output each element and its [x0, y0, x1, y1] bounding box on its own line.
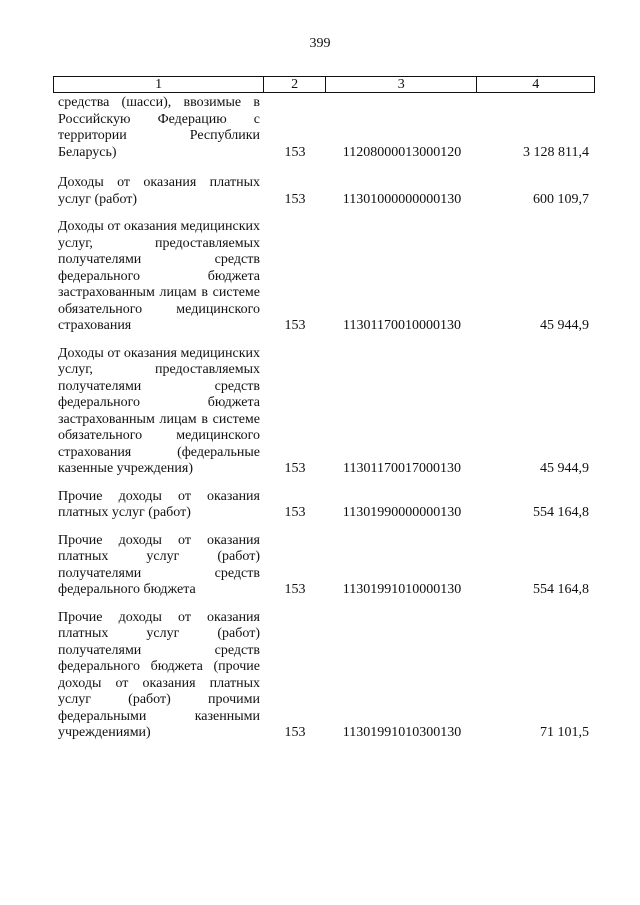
row-budget-code: 11301990000000130 [342, 505, 462, 520]
page-number: 399 [309, 36, 331, 51]
header-cell-3: 3 [326, 77, 477, 92]
row-admin-code: 153 [284, 461, 306, 476]
table-header-row [53, 76, 595, 93]
row-description: Доходы от оказания медицинских услуг, предоставляемых получателями средств федерального бюджета застрахованным лицам в системе обязательного медицинского страхования (федеральные казенные учреждения) [58, 345, 260, 476]
table-body [53, 95, 595, 753]
row-admin-code: 153 [284, 725, 306, 740]
row-description: Прочие доходы от оказания платных услуг (работ) получателями средств федерального бюджета (прочие доходы от оказания платных услуг (работ) прочими федеральными казенными учреждениями) [58, 609, 260, 740]
header-cell-2: 2 [264, 77, 326, 92]
row-budget-code: 11301170010000130 [343, 318, 461, 333]
table-row [53, 533, 595, 599]
row-admin-code: 153 [284, 318, 306, 333]
table-row [53, 175, 595, 208]
row-admin-code: 153 [284, 505, 306, 520]
table-row [53, 219, 595, 335]
row-description: Прочие доходы от оказания платных услуг (работ) получателями средств федерального бюджета [58, 532, 260, 597]
header-cell-1: 1 [54, 77, 264, 92]
row-budget-code: 11301000000000130 [342, 191, 462, 207]
row-amount: 45 944,9 [540, 318, 589, 333]
table-row [53, 489, 595, 522]
row-budget-code: 11301991010300130 [342, 725, 462, 740]
row-admin-code: 153 [284, 582, 306, 597]
row-admin-code: 153 [284, 144, 306, 160]
row-description: Прочие доходы от оказания платных услуг (работ) [58, 488, 260, 520]
row-amount: 554 164,8 [533, 582, 589, 597]
row-admin-code: 153 [284, 191, 306, 207]
row-amount: 554 164,8 [533, 505, 589, 520]
row-amount: 71 101,5 [540, 725, 589, 740]
row-amount: 3 128 811,4 [523, 144, 589, 160]
row-description: Доходы от оказания медицинских услуг, предоставляемых получателями средств федерального бюджета застрахованным лицам в системе обязательного медицинского страхования [58, 219, 260, 333]
row-budget-code: 11301170017000130 [343, 461, 461, 476]
table-row [53, 346, 595, 478]
row-budget-code: 11208000013000120 [342, 144, 462, 160]
row-description: Доходы от оказания платных услуг (работ) [58, 175, 260, 207]
row-budget-code: 11301991010000130 [342, 582, 462, 597]
row-amount: 600 109,7 [533, 191, 589, 207]
table-row [53, 610, 595, 742]
table-row [53, 95, 595, 161]
row-description: средства (шасси), ввозимые в Российскую Федерацию с территории Республики Беларусь) [58, 95, 260, 160]
header-cell-4: 4 [532, 77, 540, 92]
row-amount: 45 944,9 [540, 461, 589, 476]
